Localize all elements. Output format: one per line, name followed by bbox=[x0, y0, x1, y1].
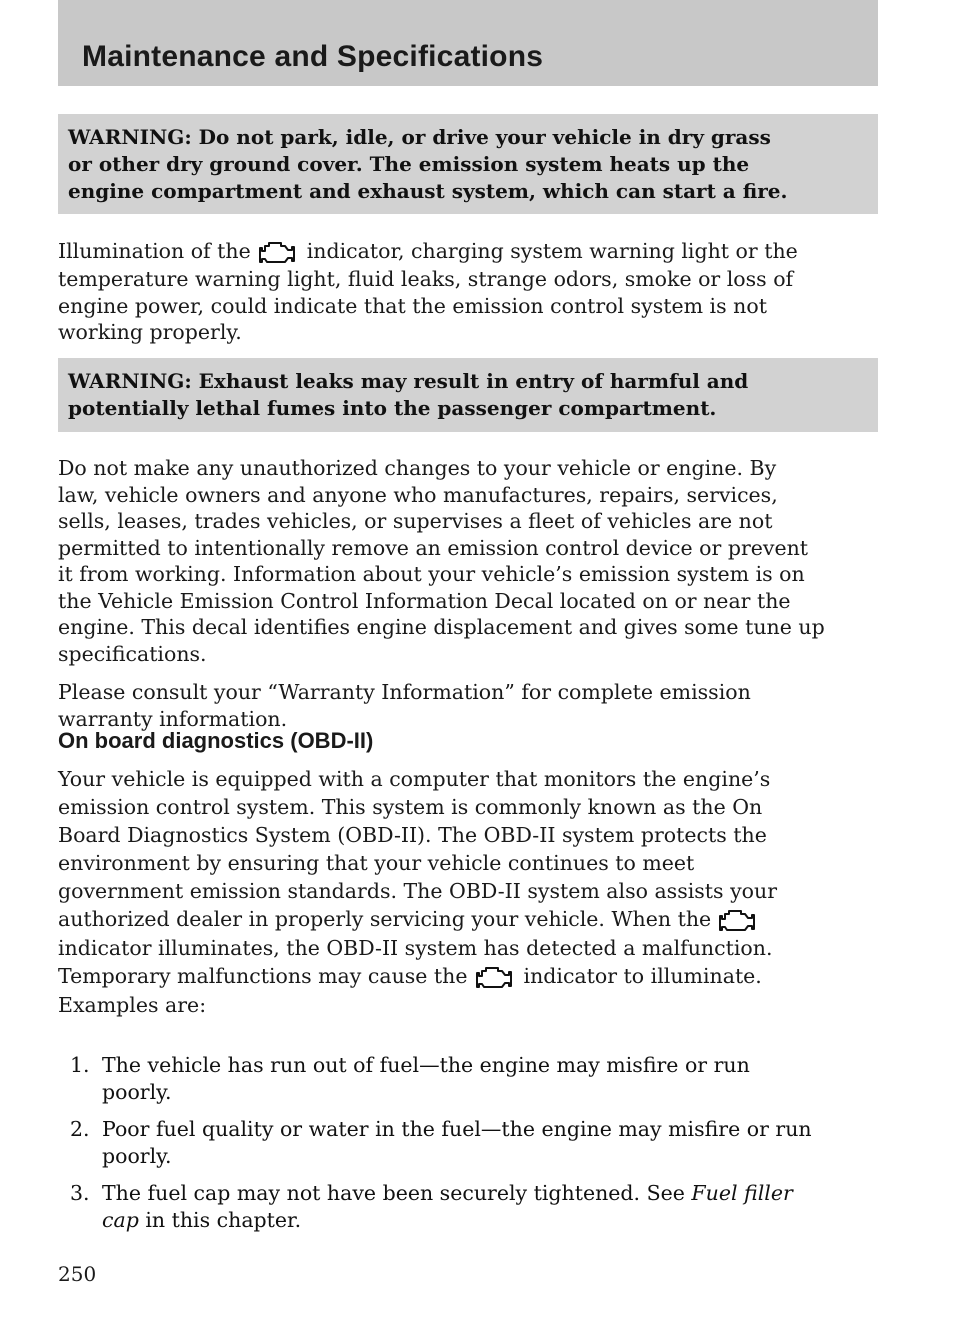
text: indicator to illuminate. bbox=[523, 964, 762, 988]
page-number: 250 bbox=[58, 1262, 97, 1286]
text: poorly. bbox=[102, 1079, 172, 1104]
text: sells, leases, trades vehicles, or supervises a fleet of vehicles are not bbox=[58, 509, 773, 533]
paragraph-illumination bbox=[58, 238, 888, 346]
text: working properly. bbox=[58, 320, 242, 344]
text: specifications. bbox=[58, 641, 207, 666]
warning-line: or other dry ground cover. The emission system heats up the bbox=[68, 152, 750, 176]
link-fuel-filler-cap: cap bbox=[102, 1207, 139, 1232]
paragraph-obd bbox=[58, 765, 888, 1019]
text: Please consult your “Warranty Information” for complete emission bbox=[58, 680, 751, 704]
text: poorly. bbox=[102, 1143, 172, 1168]
page-header bbox=[58, 0, 878, 86]
warning-line: WARNING: Exhaust leaks may result in entry of harmful and bbox=[68, 369, 749, 393]
text: emission control system. This system is commonly known as the On bbox=[58, 795, 763, 819]
text: engine power, could indicate that the emission control system is not bbox=[58, 293, 767, 318]
text: The fuel cap may not have been securely tightened. See bbox=[102, 1181, 685, 1205]
text: Temporary malfunctions may cause the bbox=[58, 964, 468, 988]
list-item bbox=[58, 1180, 888, 1233]
text: the Vehicle Emission Control Information Decal located on or near the bbox=[58, 588, 791, 613]
list-item bbox=[58, 1052, 888, 1105]
check-engine-icon bbox=[257, 240, 301, 266]
check-engine-icon bbox=[717, 908, 761, 934]
link-fuel-filler-cap: Fuel filler bbox=[691, 1181, 793, 1205]
text: Illumination of the bbox=[58, 239, 251, 263]
warning-line: potentially lethal fumes into the passenger compartment. bbox=[68, 396, 717, 420]
text: government emission standards. The OBD-II system also assists your bbox=[58, 879, 777, 903]
warning-box-fire bbox=[58, 114, 878, 214]
text: Board Diagnostics System (OBD-II). The OBD-II system protects the bbox=[58, 823, 767, 847]
section-title: Maintenance and Specifications bbox=[82, 40, 544, 73]
text: warranty information. bbox=[58, 706, 288, 731]
text: The vehicle has run out of fuel—the engine may misfire or run bbox=[102, 1053, 750, 1077]
text: Poor fuel quality or water in the fuel—the engine may misfire or run bbox=[102, 1117, 812, 1141]
text: Do not make any unauthorized changes to your vehicle or engine. By bbox=[58, 456, 777, 480]
list-number: 3. bbox=[70, 1181, 90, 1205]
text: in this chapter. bbox=[138, 1207, 302, 1232]
warning-line: engine compartment and exhaust system, which can start a fire. bbox=[68, 179, 788, 203]
text: permitted to intentionally remove an emission control device or prevent bbox=[58, 535, 809, 560]
text: temperature warning light, fluid leaks, strange odors, smoke or loss of bbox=[58, 267, 794, 291]
text: Examples are: bbox=[58, 993, 207, 1017]
paragraph-warranty bbox=[58, 679, 888, 732]
text: indicator, charging system warning light or the bbox=[306, 239, 798, 263]
text: authorized dealer in properly servicing your vehicle. When the bbox=[58, 907, 712, 931]
text: it from working. Information about your vehicle’s emission system is on bbox=[58, 562, 805, 586]
text: engine. This decal identifies engine displacement and gives some tune up bbox=[58, 615, 825, 639]
obd-heading: On board diagnostics (OBD-II) bbox=[58, 728, 374, 753]
list-number: 1. bbox=[70, 1053, 90, 1077]
paragraph-unauthorized-changes bbox=[58, 455, 888, 667]
list-number: 2. bbox=[70, 1117, 90, 1141]
warning-line: WARNING: Do not park, idle, or drive your vehicle in dry grass bbox=[68, 125, 771, 149]
list-item bbox=[58, 1116, 888, 1169]
text: indicator illuminates, the OBD-II system has detected a malfunction. bbox=[58, 936, 773, 960]
text: environment by ensuring that your vehicle continues to meet bbox=[58, 851, 695, 875]
warning-box-exhaust bbox=[58, 358, 878, 432]
check-engine-icon bbox=[474, 965, 518, 991]
text: law, vehicle owners and anyone who manufactures, repairs, services, bbox=[58, 482, 778, 507]
text: Your vehicle is equipped with a computer that monitors the engine’s bbox=[58, 767, 771, 791]
